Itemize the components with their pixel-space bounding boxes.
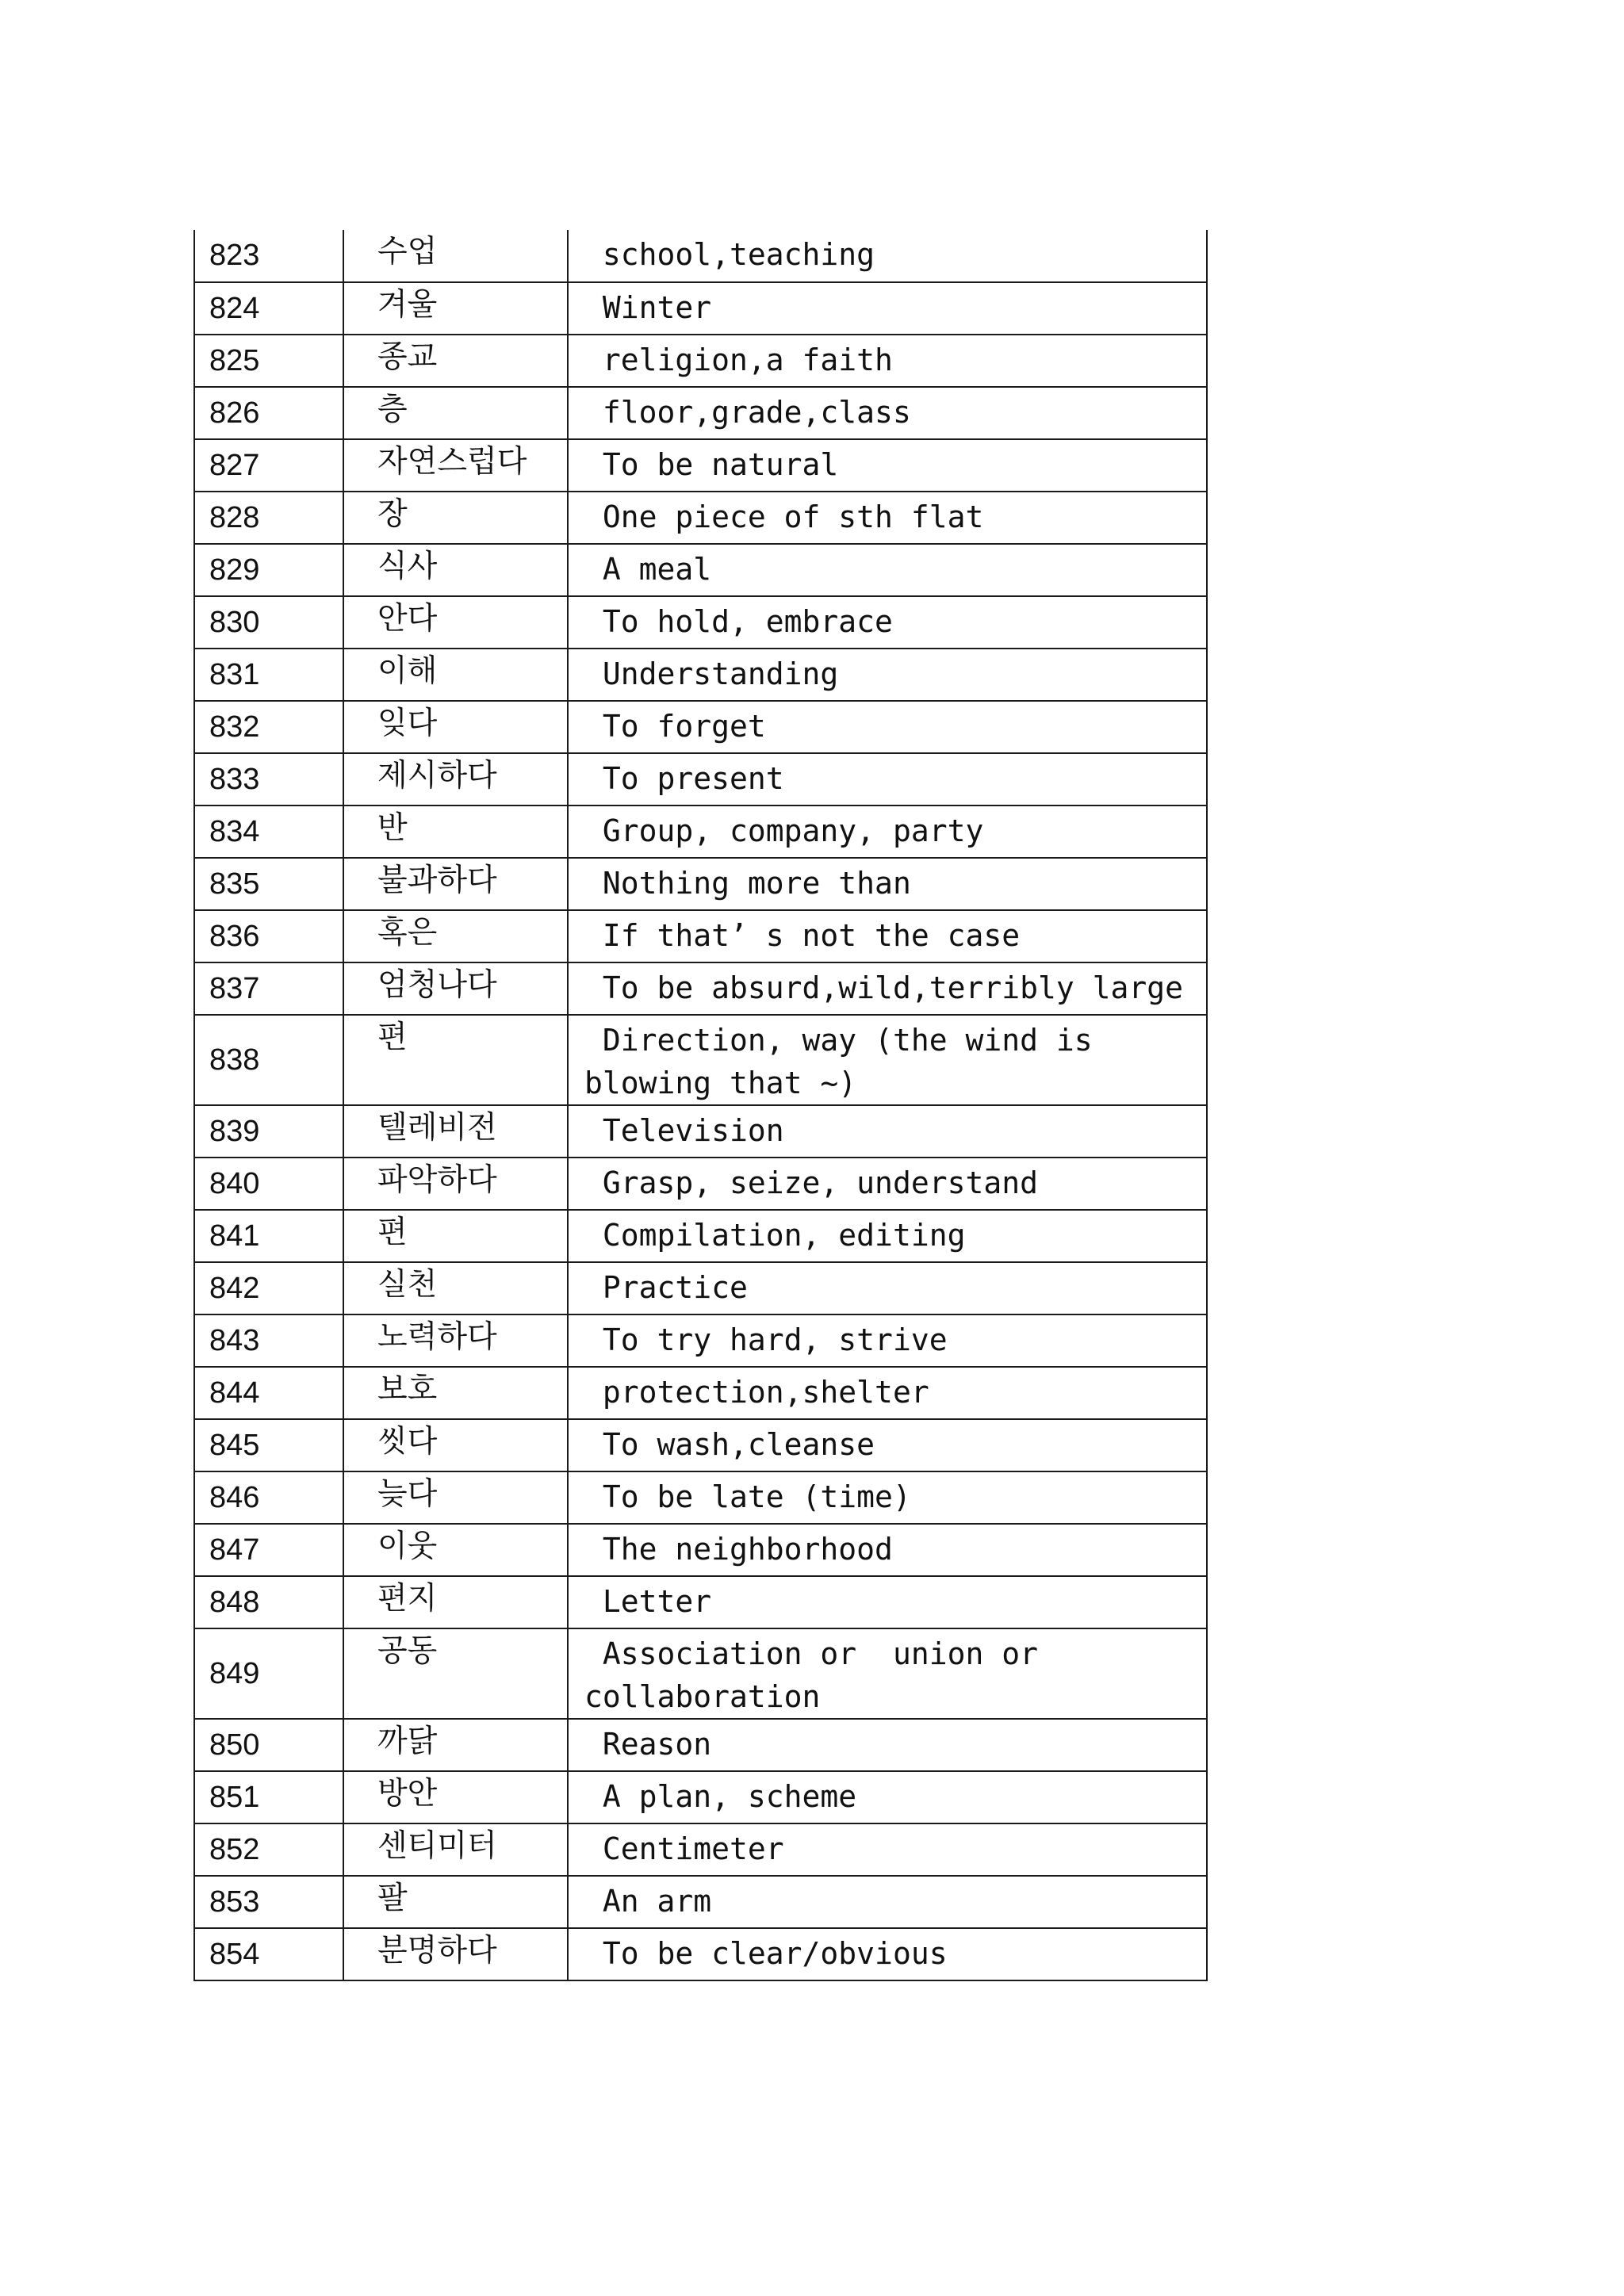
table-row bbox=[194, 1262, 1207, 1314]
english-meaning: Centimeter bbox=[568, 1823, 1207, 1876]
korean-word: 까닭 bbox=[343, 1719, 568, 1771]
table-row bbox=[194, 1367, 1207, 1419]
table-row bbox=[194, 387, 1207, 439]
english-meaning: To be natural bbox=[568, 439, 1207, 492]
korean-word: 센티미터 bbox=[343, 1823, 568, 1876]
table-row bbox=[194, 1314, 1207, 1367]
korean-word: 안다 bbox=[343, 596, 568, 649]
korean-word: 불과하다 bbox=[343, 858, 568, 910]
english-meaning: Letter bbox=[568, 1576, 1207, 1628]
english-meaning: To hold, embrace bbox=[568, 596, 1207, 649]
korean-word: 보호 bbox=[343, 1367, 568, 1419]
korean-word: 이웃 bbox=[343, 1524, 568, 1576]
korean-word: 씻다 bbox=[343, 1419, 568, 1471]
english-meaning: school,teaching bbox=[568, 230, 1207, 282]
english-meaning: A plan, scheme bbox=[568, 1771, 1207, 1823]
entry-number: 839 bbox=[194, 1105, 343, 1158]
korean-word: 팔 bbox=[343, 1876, 568, 1928]
table-row bbox=[194, 1471, 1207, 1524]
table-row bbox=[194, 230, 1207, 282]
table-row bbox=[194, 753, 1207, 806]
table-row bbox=[194, 1628, 1207, 1719]
entry-number: 837 bbox=[194, 962, 343, 1015]
table-row bbox=[194, 806, 1207, 858]
english-meaning: Group, company, party bbox=[568, 806, 1207, 858]
english-meaning: The neighborhood bbox=[568, 1524, 1207, 1576]
korean-word: 반 bbox=[343, 806, 568, 858]
korean-word: 제시하다 bbox=[343, 753, 568, 806]
korean-word: 층 bbox=[343, 387, 568, 439]
korean-word: 혹은 bbox=[343, 910, 568, 962]
english-meaning: To be clear/obvious bbox=[568, 1928, 1207, 1980]
table-row bbox=[194, 1015, 1207, 1105]
entry-number: 827 bbox=[194, 439, 343, 492]
vocabulary-table-body bbox=[194, 230, 1207, 1980]
entry-number: 824 bbox=[194, 282, 343, 335]
entry-number: 842 bbox=[194, 1262, 343, 1314]
english-meaning: To wash,cleanse bbox=[568, 1419, 1207, 1471]
entry-number: 838 bbox=[194, 1015, 343, 1105]
table-row bbox=[194, 439, 1207, 492]
table-row bbox=[194, 858, 1207, 910]
entry-number: 833 bbox=[194, 753, 343, 806]
korean-word: 노력하다 bbox=[343, 1314, 568, 1367]
english-meaning: Compilation, editing bbox=[568, 1210, 1207, 1262]
english-meaning: If that’ s not the case bbox=[568, 910, 1207, 962]
korean-word: 식사 bbox=[343, 544, 568, 596]
english-meaning: A meal bbox=[568, 544, 1207, 596]
table-row bbox=[194, 910, 1207, 962]
english-meaning: To be late (time) bbox=[568, 1471, 1207, 1524]
english-meaning: protection,shelter bbox=[568, 1367, 1207, 1419]
entry-number: 830 bbox=[194, 596, 343, 649]
entry-number: 853 bbox=[194, 1876, 343, 1928]
english-meaning: To be absurd,wild,terribly large bbox=[568, 962, 1207, 1015]
korean-word: 편지 bbox=[343, 1576, 568, 1628]
korean-word: 방안 bbox=[343, 1771, 568, 1823]
korean-word: 텔레비전 bbox=[343, 1105, 568, 1158]
entry-number: 829 bbox=[194, 544, 343, 596]
entry-number: 844 bbox=[194, 1367, 343, 1419]
table-row bbox=[194, 335, 1207, 387]
entry-number: 840 bbox=[194, 1158, 343, 1210]
korean-word: 엄청나다 bbox=[343, 962, 568, 1015]
table-row bbox=[194, 1524, 1207, 1576]
english-meaning: Reason bbox=[568, 1719, 1207, 1771]
entry-number: 823 bbox=[194, 230, 343, 282]
korean-word: 늦다 bbox=[343, 1471, 568, 1524]
korean-word: 파악하다 bbox=[343, 1158, 568, 1210]
table-row bbox=[194, 1576, 1207, 1628]
table-row bbox=[194, 1105, 1207, 1158]
korean-word: 장 bbox=[343, 492, 568, 544]
vocabulary-table bbox=[193, 230, 1208, 1981]
table-row bbox=[194, 282, 1207, 335]
english-meaning: To forget bbox=[568, 701, 1207, 753]
table-row bbox=[194, 649, 1207, 701]
table-row bbox=[194, 701, 1207, 753]
entry-number: 848 bbox=[194, 1576, 343, 1628]
table-row bbox=[194, 1823, 1207, 1876]
english-meaning: One piece of sth flat bbox=[568, 492, 1207, 544]
entry-number: 847 bbox=[194, 1524, 343, 1576]
english-meaning: Grasp, seize, understand bbox=[568, 1158, 1207, 1210]
entry-number: 834 bbox=[194, 806, 343, 858]
english-meaning: Winter bbox=[568, 282, 1207, 335]
entry-number: 825 bbox=[194, 335, 343, 387]
entry-number: 832 bbox=[194, 701, 343, 753]
table-row bbox=[194, 1210, 1207, 1262]
entry-number: 836 bbox=[194, 910, 343, 962]
table-row bbox=[194, 1928, 1207, 1980]
table-row bbox=[194, 1771, 1207, 1823]
english-meaning: Direction, way (the wind is blowing that ~) bbox=[568, 1015, 1207, 1105]
english-meaning: To try hard, strive bbox=[568, 1314, 1207, 1367]
entry-number: 845 bbox=[194, 1419, 343, 1471]
korean-word: 수업 bbox=[343, 230, 568, 282]
korean-word: 편 bbox=[343, 1210, 568, 1262]
english-meaning: Nothing more than bbox=[568, 858, 1207, 910]
english-meaning: To present bbox=[568, 753, 1207, 806]
entry-number: 850 bbox=[194, 1719, 343, 1771]
english-meaning: Practice bbox=[568, 1262, 1207, 1314]
entry-number: 854 bbox=[194, 1928, 343, 1980]
table-row bbox=[194, 1158, 1207, 1210]
entry-number: 852 bbox=[194, 1823, 343, 1876]
entry-number: 841 bbox=[194, 1210, 343, 1262]
entry-number: 849 bbox=[194, 1628, 343, 1719]
entry-number: 851 bbox=[194, 1771, 343, 1823]
korean-word: 잊다 bbox=[343, 701, 568, 753]
entry-number: 828 bbox=[194, 492, 343, 544]
korean-word: 이해 bbox=[343, 649, 568, 701]
korean-word: 공동 bbox=[343, 1628, 568, 1719]
table-row bbox=[194, 544, 1207, 596]
entry-number: 826 bbox=[194, 387, 343, 439]
korean-word: 실천 bbox=[343, 1262, 568, 1314]
korean-word: 겨울 bbox=[343, 282, 568, 335]
entry-number: 831 bbox=[194, 649, 343, 701]
english-meaning: Understanding bbox=[568, 649, 1207, 701]
entry-number: 843 bbox=[194, 1314, 343, 1367]
english-meaning: floor,grade,class bbox=[568, 387, 1207, 439]
korean-word: 자연스럽다 bbox=[343, 439, 568, 492]
english-meaning: Association or union or collaboration bbox=[568, 1628, 1207, 1719]
table-row bbox=[194, 962, 1207, 1015]
entry-number: 835 bbox=[194, 858, 343, 910]
table-row bbox=[194, 492, 1207, 544]
english-meaning: religion,a faith bbox=[568, 335, 1207, 387]
korean-word: 편 bbox=[343, 1015, 568, 1105]
english-meaning: Television bbox=[568, 1105, 1207, 1158]
table-row bbox=[194, 1876, 1207, 1928]
english-meaning: An arm bbox=[568, 1876, 1207, 1928]
korean-word: 종교 bbox=[343, 335, 568, 387]
entry-number: 846 bbox=[194, 1471, 343, 1524]
table-row bbox=[194, 1419, 1207, 1471]
table-row bbox=[194, 596, 1207, 649]
korean-word: 분명하다 bbox=[343, 1928, 568, 1980]
table-row bbox=[194, 1719, 1207, 1771]
